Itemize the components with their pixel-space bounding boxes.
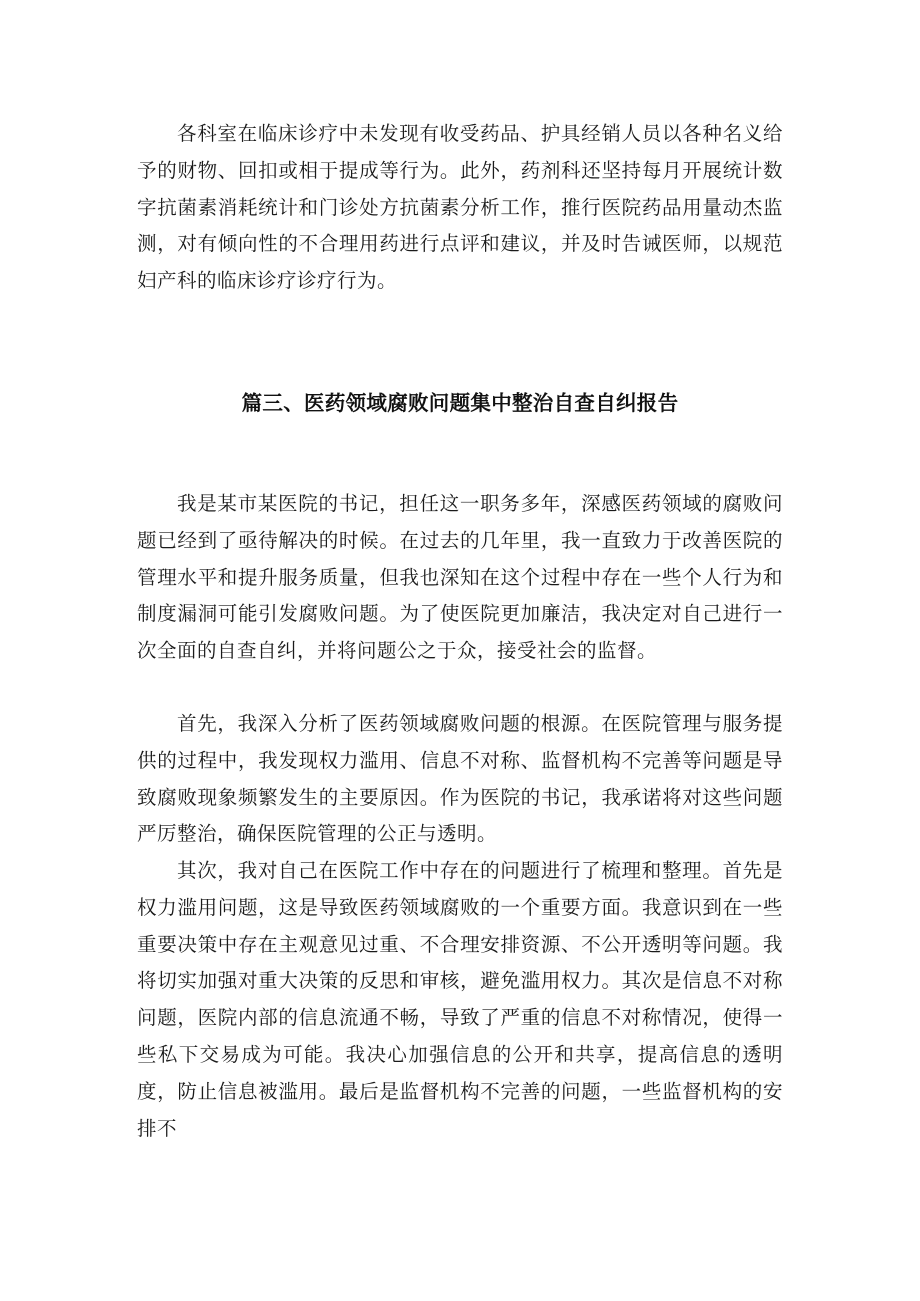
paragraph-3: 首先，我深入分析了医药领域腐败问题的根源。在医院管理与服务提供的过程中，我发现权力滥用、信息不对称、监督机构不完善等问题是导致腐败现象频繁发生的主要原因。作为医院的书记，我承诺将对这些问题严厉整治，确保医院管理的公正与透明。 bbox=[137, 712, 783, 846]
paragraph-4: 其次，我对自己在医院工作中存在的问题进行了梳理和整理。首先是权力滥用问题，这是导致医药领域腐败的一个重要方面。我意识到在一些重要决策中存在主观意见过重、不合理安排资源、不公开透明等问题。我将切实加强对重大决策的反思和审核，避免滥用权力。其次是信息不对称问题，医院内部的信息流通不畅，导致了严重的信息不对称情况，使得一些私下交易成为可能。我决心加强信息的公开和共享，提高信息的透明度，防止信息被滥用。最后是监督机构不完善的问题，一些监督机构的安排不 bbox=[137, 859, 783, 1140]
section-heading: 篇三、医药领域腐败问题集中整治自查自纠报告 bbox=[241, 391, 679, 415]
paragraph-1: 各科室在临床诊疗中未发现有收受药品、护具经销人员以各种名义给予的财物、回扣或相于提成等行为。此外，药剂科还坚持每月开展统计数字抗菌素消耗统计和门诊处方抗菌素分析工作，推行医院药品用量动杰监测，对有倾向性的不合理用药进行点评和建议，并及时告诫医师，以规范妇产科的临床诊疗诊疗行为。 bbox=[137, 122, 783, 293]
paragraph-2: 我是某市某医院的书记，担任这一职务多年，深感医药领域的腐败问题已经到了亟待解决的时候。在过去的几年里，我一直致力于改善医院的管理水平和提升服务质量，但我也深知在这个过程中存在一些个人行为和制度漏洞可能引发腐败问题。为了使医院更加廉洁，我决定对自己进行一次全面的自查自纠，并将问题公之于众，接受社会的监督。 bbox=[137, 492, 783, 663]
